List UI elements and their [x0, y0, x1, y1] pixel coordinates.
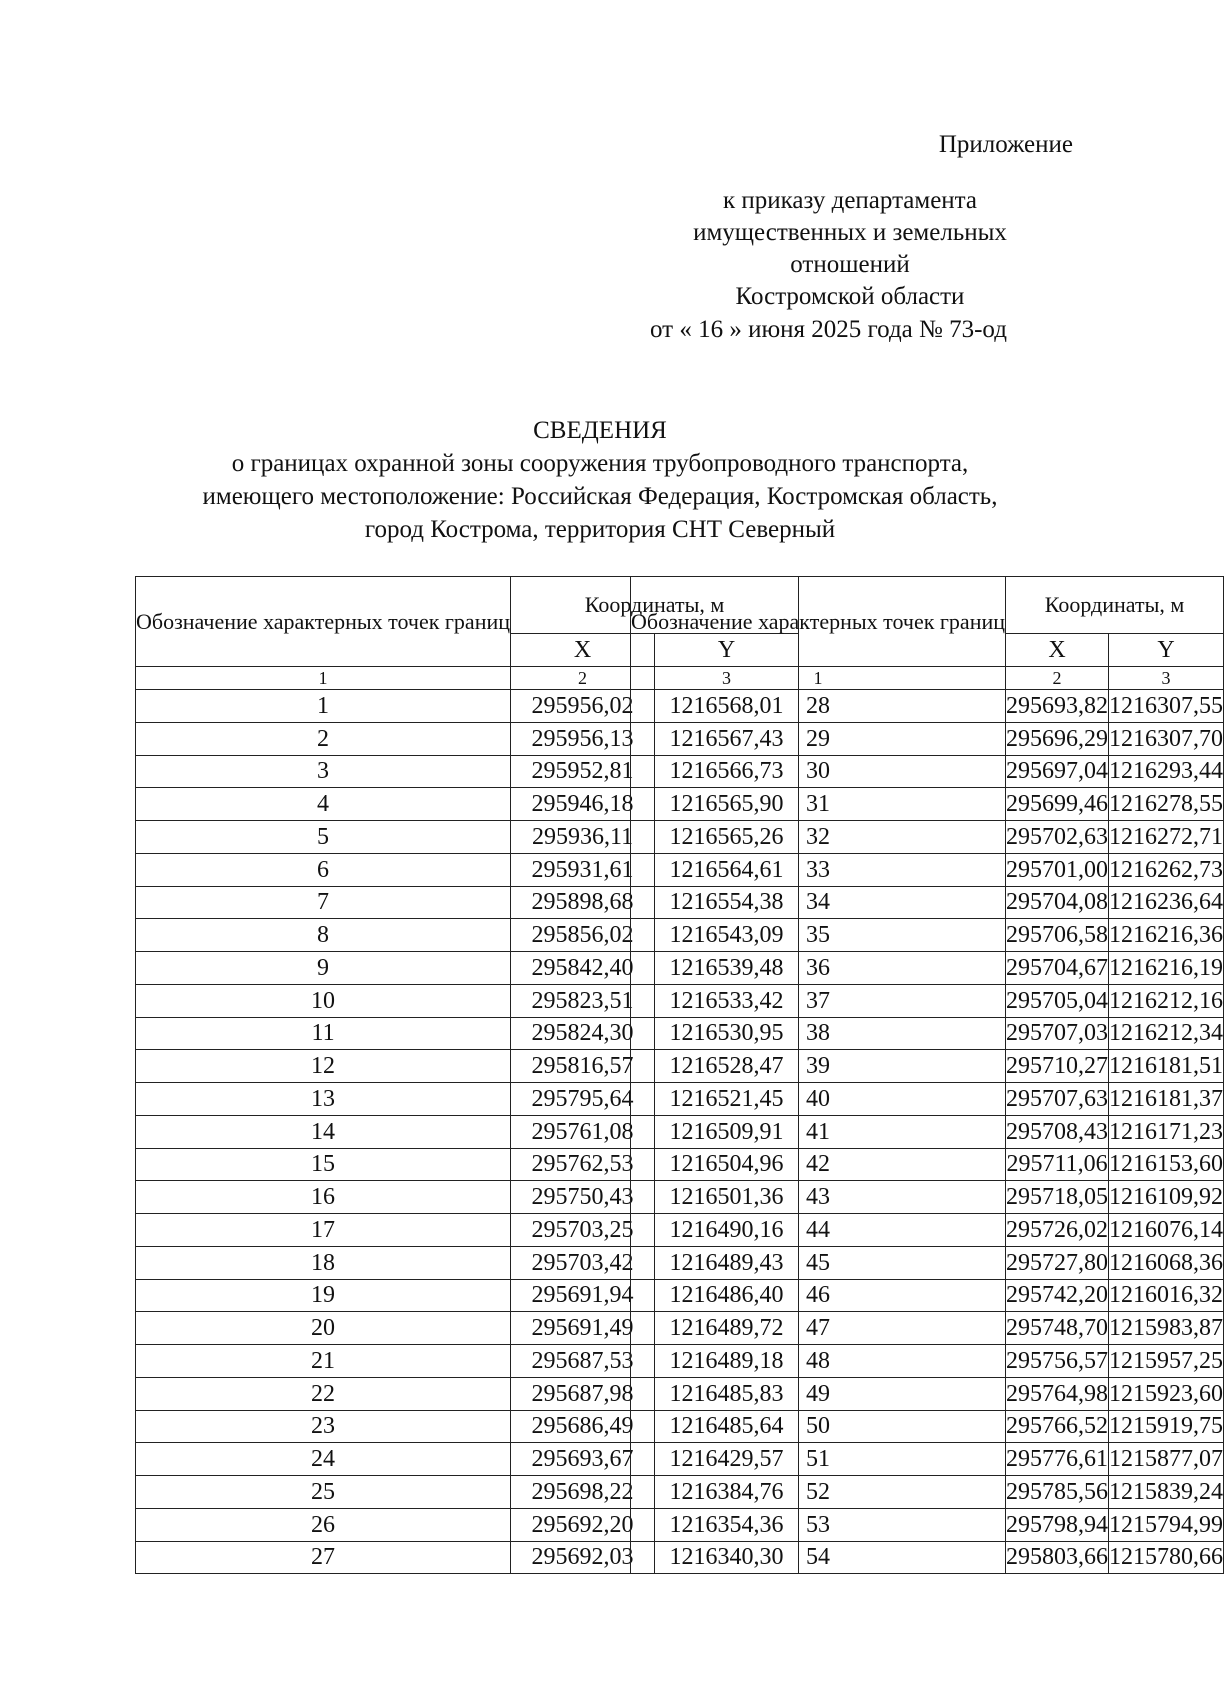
column-number: 1 — [631, 667, 1006, 690]
coordinate-y: 1216489,43 — [655, 1246, 799, 1279]
table-row — [631, 1279, 1224, 1312]
point-number: 23 — [136, 1410, 511, 1443]
point-number: 53 — [631, 1508, 1006, 1541]
table-row — [631, 1508, 1224, 1541]
coordinate-y: 1216533,42 — [655, 984, 799, 1017]
point-number: 19 — [136, 1279, 511, 1312]
coordinate-y: 1216509,91 — [655, 1115, 799, 1148]
point-number: 24 — [136, 1443, 511, 1476]
coordinate-x: 295936,11 — [511, 821, 655, 854]
table-row — [631, 690, 1224, 723]
coordinate-x: 295803,66 — [1006, 1541, 1109, 1574]
coordinate-y: 1216489,72 — [655, 1312, 799, 1345]
point-number: 13 — [136, 1083, 511, 1116]
order-line: имущественных и земельных — [693, 219, 1007, 246]
table-row — [631, 821, 1224, 854]
coordinate-x: 295692,20 — [511, 1508, 655, 1541]
coordinate-x: 295687,53 — [511, 1345, 655, 1378]
coordinate-x: 295742,20 — [1006, 1279, 1109, 1312]
point-number: 5 — [136, 821, 511, 854]
table-row — [631, 1214, 1224, 1247]
table-row — [631, 1312, 1224, 1345]
coordinate-y: 1216153,60 — [1109, 1148, 1224, 1181]
table-row — [631, 1345, 1224, 1378]
coordinate-x: 295692,03 — [511, 1541, 655, 1574]
point-number: 17 — [136, 1214, 511, 1247]
coordinate-x: 295691,94 — [511, 1279, 655, 1312]
table-row — [631, 853, 1224, 886]
table-row — [631, 984, 1224, 1017]
coordinate-y: 1216528,47 — [655, 1050, 799, 1083]
coordinate-x: 295766,52 — [1006, 1410, 1109, 1443]
document-subtitle: город Кострома, территория СНТ Северный — [364, 516, 836, 543]
coordinate-y: 1216567,43 — [655, 722, 799, 755]
coordinate-y: 1216216,36 — [1109, 919, 1224, 952]
point-number: 22 — [136, 1377, 511, 1410]
table-row — [631, 1541, 1224, 1574]
coordinate-y: 1216068,36 — [1109, 1246, 1224, 1279]
coordinate-y: 1215780,66 — [1109, 1541, 1224, 1574]
document-subtitle: о границах охранной зоны сооружения трубопроводного транспорта, — [231, 450, 969, 477]
coordinate-x: 295748,70 — [1006, 1312, 1109, 1345]
coordinate-y: 1216521,45 — [655, 1083, 799, 1116]
table-row — [631, 1017, 1224, 1050]
coordinate-y: 1216489,18 — [655, 1345, 799, 1378]
coordinate-x: 295727,80 — [1006, 1246, 1109, 1279]
table-row — [631, 1083, 1224, 1116]
coordinate-y: 1216307,55 — [1109, 690, 1224, 723]
coordinate-x: 295703,42 — [511, 1246, 655, 1279]
coordinate-y: 1215794,99 — [1109, 1508, 1224, 1541]
table-row — [631, 1246, 1224, 1279]
coordinate-x: 295697,04 — [1006, 755, 1109, 788]
header-point-designation: Обозначение характерных точек границ — [136, 577, 511, 667]
table-row — [631, 886, 1224, 919]
point-number: 15 — [136, 1148, 511, 1181]
table-row — [631, 1115, 1224, 1148]
point-number: 32 — [631, 821, 1006, 854]
header-point-designation: Обозначение характерных точек границ — [631, 577, 1006, 667]
coordinate-y: 1215923,60 — [1109, 1377, 1224, 1410]
order-line: отношений — [790, 251, 910, 278]
coordinate-y: 1215839,24 — [1109, 1476, 1224, 1509]
point-number: 38 — [631, 1017, 1006, 1050]
coordinate-x: 295698,22 — [511, 1476, 655, 1509]
table-row — [631, 1476, 1224, 1509]
point-number: 16 — [136, 1181, 511, 1214]
coordinate-y: 1216278,55 — [1109, 788, 1224, 821]
coordinate-x: 295710,27 — [1006, 1050, 1109, 1083]
point-number: 34 — [631, 886, 1006, 919]
point-number: 50 — [631, 1410, 1006, 1443]
point-number: 6 — [136, 853, 511, 886]
coordinate-y: 1216565,26 — [655, 821, 799, 854]
document-subtitle: имеющего местоположение: Российская Федерация, Костромская область, — [202, 483, 998, 510]
coordinate-y: 1216171,23 — [1109, 1115, 1224, 1148]
point-number: 49 — [631, 1377, 1006, 1410]
coordinate-y: 1216109,92 — [1109, 1181, 1224, 1214]
table-row — [631, 1050, 1224, 1083]
point-number: 51 — [631, 1443, 1006, 1476]
point-number: 47 — [631, 1312, 1006, 1345]
coordinate-x: 295726,02 — [1006, 1214, 1109, 1247]
coordinate-x: 295699,46 — [1006, 788, 1109, 821]
column-number: 1 — [136, 667, 511, 690]
order-reference — [640, 185, 1060, 313]
header-coordinates: Координаты, м — [511, 577, 799, 634]
coordinate-x: 295762,53 — [511, 1148, 655, 1181]
coordinate-x: 295693,67 — [511, 1443, 655, 1476]
coordinate-x: 295706,58 — [1006, 919, 1109, 952]
point-number: 39 — [631, 1050, 1006, 1083]
coordinate-x: 295718,05 — [1006, 1181, 1109, 1214]
coordinate-x: 295704,08 — [1006, 886, 1109, 919]
coordinate-y: 1216216,19 — [1109, 952, 1224, 985]
point-number: 42 — [631, 1148, 1006, 1181]
coordinate-x: 295898,68 — [511, 886, 655, 919]
coordinate-x: 295956,02 — [511, 690, 655, 723]
point-number: 14 — [136, 1115, 511, 1148]
header-x: X — [1006, 634, 1109, 667]
coordinate-y: 1216565,90 — [655, 788, 799, 821]
point-number: 9 — [136, 952, 511, 985]
coordinate-y: 1216539,48 — [655, 952, 799, 985]
table-row — [631, 919, 1224, 952]
coordinate-y: 1216564,61 — [655, 853, 799, 886]
column-number: 3 — [655, 667, 799, 690]
header-y: Y — [655, 634, 799, 667]
point-number: 28 — [631, 690, 1006, 723]
coordinate-x: 295711,06 — [1006, 1148, 1109, 1181]
point-number: 29 — [631, 722, 1006, 755]
coordinate-y: 1216272,71 — [1109, 821, 1224, 854]
table-row — [631, 1443, 1224, 1476]
coordinate-x: 295705,04 — [1006, 984, 1109, 1017]
coordinate-x: 295702,63 — [1006, 821, 1109, 854]
coordinate-y: 1216485,83 — [655, 1377, 799, 1410]
column-number: 3 — [1109, 667, 1224, 690]
table-row — [631, 788, 1224, 821]
point-number: 43 — [631, 1181, 1006, 1214]
coordinate-x: 295946,18 — [511, 788, 655, 821]
point-number: 10 — [136, 984, 511, 1017]
coordinate-y: 1216543,09 — [655, 919, 799, 952]
coordinate-y: 1216016,32 — [1109, 1279, 1224, 1312]
coordinate-y: 1216354,36 — [655, 1508, 799, 1541]
point-number: 36 — [631, 952, 1006, 985]
coordinate-y: 1216490,16 — [655, 1214, 799, 1247]
coordinate-x: 295686,49 — [511, 1410, 655, 1443]
order-line: Костромской области — [735, 283, 965, 310]
coordinate-x: 295952,81 — [511, 755, 655, 788]
coordinate-x: 295701,00 — [1006, 853, 1109, 886]
point-number: 33 — [631, 853, 1006, 886]
coordinate-x: 295856,02 — [511, 919, 655, 952]
coordinate-x: 295703,25 — [511, 1214, 655, 1247]
coordinate-x: 295823,51 — [511, 984, 655, 1017]
coordinate-x: 295750,43 — [511, 1181, 655, 1214]
coordinate-x: 295687,98 — [511, 1377, 655, 1410]
point-number: 21 — [136, 1345, 511, 1378]
point-number: 30 — [631, 755, 1006, 788]
coordinate-x: 295776,61 — [1006, 1443, 1109, 1476]
coordinate-y: 1216212,16 — [1109, 984, 1224, 1017]
point-number: 1 — [136, 690, 511, 723]
coordinate-x: 295708,43 — [1006, 1115, 1109, 1148]
column-number-row — [631, 667, 1224, 690]
coordinate-x: 295696,29 — [1006, 722, 1109, 755]
point-number: 40 — [631, 1083, 1006, 1116]
point-number: 8 — [136, 919, 511, 952]
coordinate-y: 1215957,25 — [1109, 1345, 1224, 1378]
point-number: 54 — [631, 1541, 1006, 1574]
point-number: 27 — [136, 1541, 511, 1574]
point-number: 44 — [631, 1214, 1006, 1247]
point-number: 4 — [136, 788, 511, 821]
coordinate-x: 295931,61 — [511, 853, 655, 886]
coordinate-y: 1216076,14 — [1109, 1214, 1224, 1247]
appendix-title: Приложение — [938, 131, 1073, 158]
coordinate-x: 295691,49 — [511, 1312, 655, 1345]
header-x: X — [511, 634, 655, 667]
coordinate-x: 295795,64 — [511, 1083, 655, 1116]
point-number: 26 — [136, 1508, 511, 1541]
coordinate-y: 1216181,51 — [1109, 1050, 1224, 1083]
coordinate-y: 1215877,07 — [1109, 1443, 1224, 1476]
header-y: Y — [1109, 634, 1224, 667]
coordinate-y: 1216485,64 — [655, 1410, 799, 1443]
coordinate-x: 295798,94 — [1006, 1508, 1109, 1541]
coordinate-y: 1216429,57 — [655, 1443, 799, 1476]
coordinate-y: 1216568,01 — [655, 690, 799, 723]
point-number: 46 — [631, 1279, 1006, 1312]
coordinate-x: 295764,98 — [1006, 1377, 1109, 1410]
coordinate-y: 1216486,40 — [655, 1279, 799, 1312]
order-date: от « 16 » июня 2025 года № 73-од — [650, 316, 1007, 343]
coordinate-x: 295785,56 — [1006, 1476, 1109, 1509]
point-number: 31 — [631, 788, 1006, 821]
coordinate-y: 1215983,87 — [1109, 1312, 1224, 1345]
coordinate-y: 1216384,76 — [655, 1476, 799, 1509]
table-row — [631, 1410, 1224, 1443]
coordinate-x: 295704,67 — [1006, 952, 1109, 985]
coordinate-x: 295816,57 — [511, 1050, 655, 1083]
table-row — [631, 952, 1224, 985]
coordinate-x: 295693,82 — [1006, 690, 1109, 723]
coordinate-x: 295824,30 — [511, 1017, 655, 1050]
header-coordinates: Координаты, м — [1006, 577, 1224, 634]
coordinate-y: 1216530,95 — [655, 1017, 799, 1050]
document-title: СВЕДЕНИЯ — [533, 417, 667, 444]
point-number: 3 — [136, 755, 511, 788]
table-row — [631, 1148, 1224, 1181]
coordinate-y: 1215919,75 — [1109, 1410, 1224, 1443]
coordinates-table-right — [630, 576, 1224, 1574]
point-number: 7 — [136, 886, 511, 919]
point-number: 11 — [136, 1017, 511, 1050]
point-number: 18 — [136, 1246, 511, 1279]
point-number: 37 — [631, 984, 1006, 1017]
coordinate-x: 295756,57 — [1006, 1345, 1109, 1378]
coordinate-y: 1216236,64 — [1109, 886, 1224, 919]
coordinate-y: 1216554,38 — [655, 886, 799, 919]
coordinate-y: 1216212,34 — [1109, 1017, 1224, 1050]
point-number: 35 — [631, 919, 1006, 952]
coordinate-y: 1216504,96 — [655, 1148, 799, 1181]
point-number: 25 — [136, 1476, 511, 1509]
order-line: к приказу департамента — [722, 187, 978, 214]
coordinate-x: 295761,08 — [511, 1115, 655, 1148]
coordinate-y: 1216262,73 — [1109, 853, 1224, 886]
point-number: 2 — [136, 722, 511, 755]
point-number: 45 — [631, 1246, 1006, 1279]
coordinate-y: 1216566,73 — [655, 755, 799, 788]
coordinate-y: 1216181,37 — [1109, 1083, 1224, 1116]
table-row — [631, 755, 1224, 788]
point-number: 52 — [631, 1476, 1006, 1509]
table-row — [631, 722, 1224, 755]
point-number: 20 — [136, 1312, 511, 1345]
coordinate-y: 1216293,44 — [1109, 755, 1224, 788]
coordinate-y: 1216501,36 — [655, 1181, 799, 1214]
column-number: 2 — [1006, 667, 1109, 690]
coordinate-y: 1216307,70 — [1109, 722, 1224, 755]
coordinate-x: 295707,63 — [1006, 1083, 1109, 1116]
column-number: 2 — [511, 667, 655, 690]
coordinate-x: 295956,13 — [511, 722, 655, 755]
coordinate-x: 295707,03 — [1006, 1017, 1109, 1050]
point-number: 48 — [631, 1345, 1006, 1378]
table-row — [631, 1181, 1224, 1214]
point-number: 12 — [136, 1050, 511, 1083]
table-row — [631, 1377, 1224, 1410]
coordinate-x: 295842,40 — [511, 952, 655, 985]
point-number: 41 — [631, 1115, 1006, 1148]
coordinate-y: 1216340,30 — [655, 1541, 799, 1574]
